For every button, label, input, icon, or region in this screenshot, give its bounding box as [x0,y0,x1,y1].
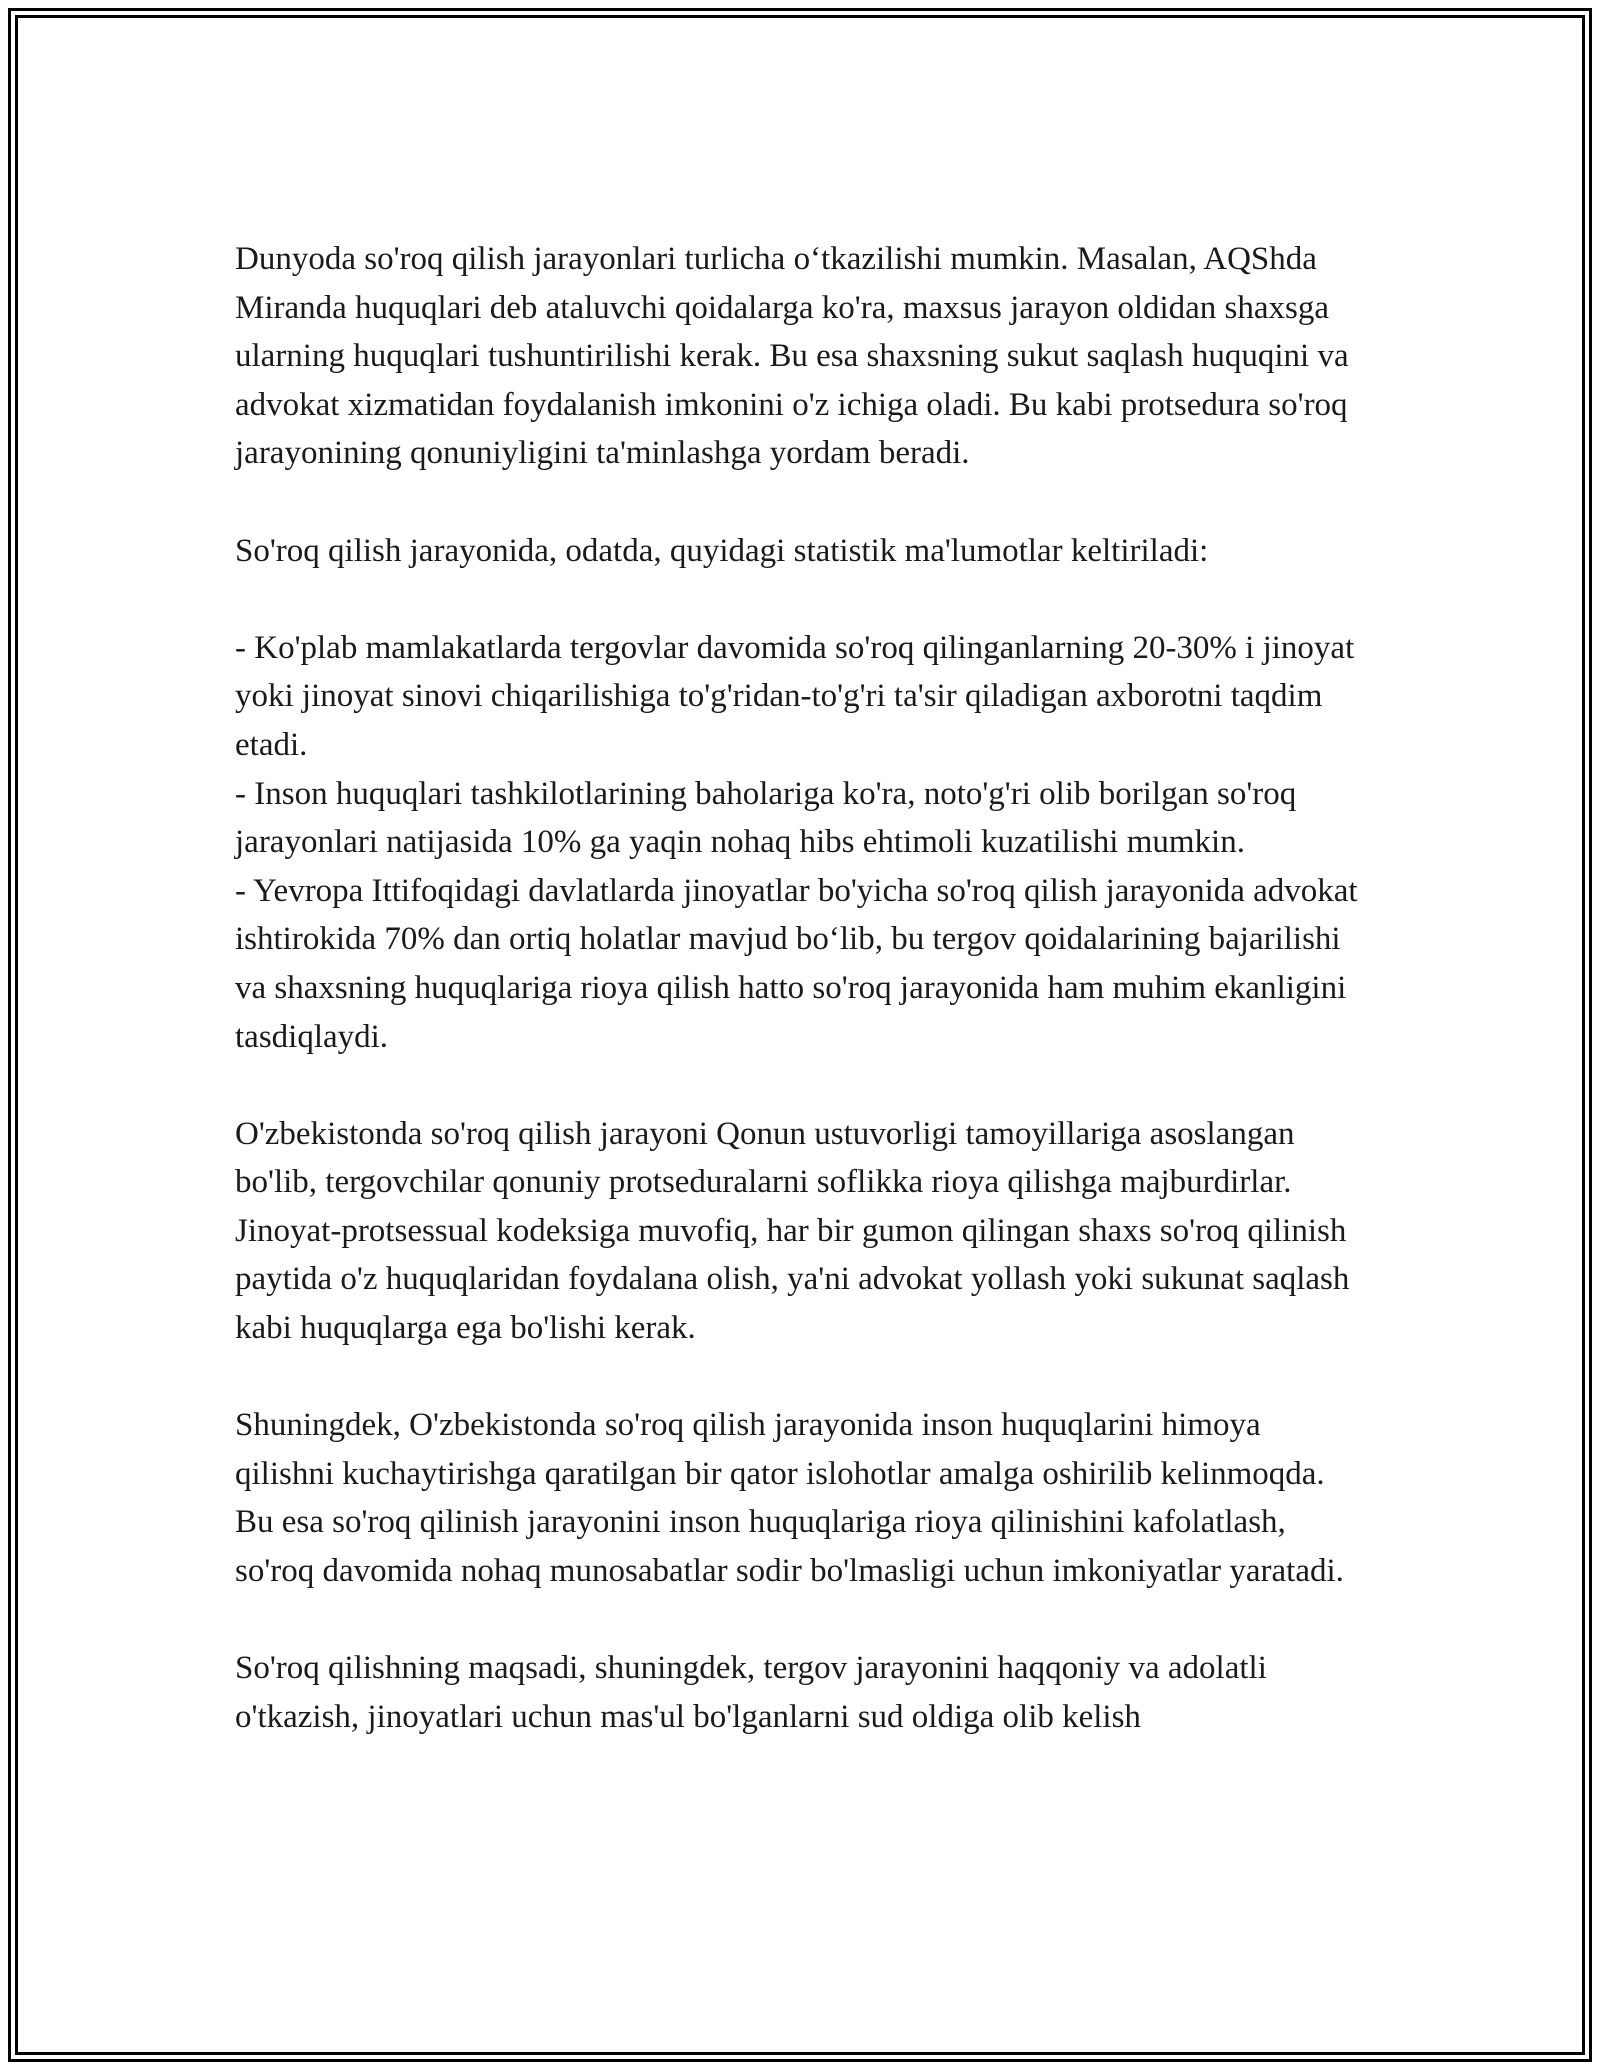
paragraph-statistics-intro: So'roq qilish jarayonida, odatda, quyidagi statistik ma'lumotlar keltiriladi: [235,532,1209,569]
paragraph-uzbekistan-law: O'zbekistonda so'roq qilish jarayoni Qonun ustuvorligi tamoyillariga asoslangan bo'lib, tergovchilar qonuniy protseduralarni soflikka rioya qilishga majburdirlar. Jinoyat-protsessual kodeksiga muvofiq, har bir gumon qilingan shaxs so'roq qilinish paytida o'z huquqlaridan foydalana olish, ya'ni advokat yollash yoki sukunat saqlash kabi huquqlarga ega bo'lishi kerak. [235,1115,1350,1347]
list-item-statistic: - Yevropa Ittifoqidagi davlatlarda jinoyatlar bo'yicha so'roq qilish jarayonida advokat ishtirokida 70% dan ortiq holatlar mavjud bo‘lib, bu tergov qoidalarining bajarilishi va shaxsning huquqlariga rioya qilish hatto so'roq jarayonida ham muhim ekanligini tasdiqlaydi. [235,872,1358,1055]
list-item-statistic: - Inson huquqlari tashkilotlarining baholariga ko'ra, noto'g'ri olib borilgan so'roq jarayonlari natijasida 10% ga yaqin nohaq hibs ehtimoli kuzatilishi mumkin. [235,775,1297,861]
paragraph-reforms: Shuningdek, O'zbekistonda so'roq qilish jarayonida inson huquqlarini himoya qilishni kuchaytirishga qaratilgan bir qator islohotlar amalga oshirilib kelinmoqda. Bu esa so'roq qilinish jarayonini inson huquqlariga rioya qilinishini kafolatlash, so'roq davomida nohaq munosabatlar sodir bo'lmasligi uchun imkoniyatlar yaratadi. [235,1407,1344,1590]
document-body [235,235,1365,1741]
paragraph-purpose: So'roq qilishning maqsadi, shuningdek, tergov jarayonini haqqoniy va adolatli o'tkazish, jinoyatlari uchun mas'ul bo'lganlarni sud oldiga olib kelish [235,1650,1267,1735]
paragraph-miranda: Dunyoda so'roq qilish jarayonlari turlicha o‘tkazilishi mumkin. Masalan, AQShda Miranda huquqlari deb ataluvchi qoidalarga ko'ra, maxsus jarayon oldidan shaxsga ularning huquqlari tushuntirilishi kerak. Bu esa shaxsning sukut saqlash huquqini va advokat xizmatidan foydalanish imkonini o'z ichiga oladi. Bu kabi protsedura so'roq jarayonining qonuniyligini ta'minlashga yordam beradi. [235,241,1349,472]
list-item-statistic: - Ko'plab mamlakatlarda tergovlar davomida so'roq qilinganlarning 20-30% i jinoyat yoki jinoyat sinovi chiqarilishiga to'g'ridan-to'g'ri ta'sir qiladigan axborotni taqdim etadi. [235,629,1355,763]
